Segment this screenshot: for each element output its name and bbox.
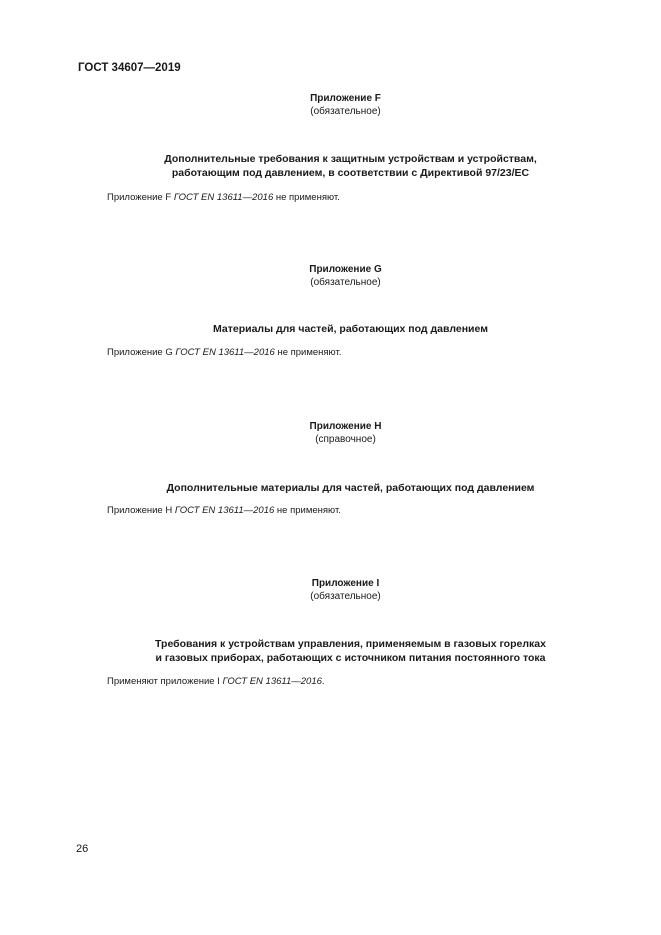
annex-i-text-ref: ГОСТ EN 13611—2016 [222, 676, 322, 687]
annex-f-title-line-1: Дополнительные требования к защитным устройствам и устройствам, [164, 153, 537, 165]
annex-f-title-line-2: работающим под давлением, в соответствии с Директивой 97/23/EC [171, 167, 530, 179]
annex-i-label [0, 577, 661, 603]
annex-g-kind: (обязательное) [310, 277, 381, 288]
annex-g-title-line-1: Материалы для частей, работающих под давлением [213, 323, 488, 335]
annex-f-text-after: не применяют. [273, 192, 340, 203]
annex-h-text [107, 505, 341, 517]
page-number: 26 [76, 843, 89, 855]
annex-f-text-before: Приложение F [107, 192, 174, 203]
annex-i-name: Приложение I [311, 578, 380, 589]
document-header: ГОСТ 34607—2019 [78, 62, 181, 74]
annex-i-text-after: . [321, 676, 325, 687]
annex-g-text-after: не применяют. [274, 347, 342, 358]
annex-h-text-before: Приложение H [107, 505, 175, 516]
annex-f-label [0, 92, 661, 118]
annex-g-text-before: Приложение G [107, 347, 176, 358]
annex-f-text [107, 192, 340, 204]
annex-i-text-before: Применяют приложение I [107, 676, 223, 687]
annex-g-label [0, 263, 661, 289]
annex-i-title-line-2: и газовых приборах, работающих с источником питания постоянного тока [155, 652, 546, 664]
annex-g-title [0, 322, 661, 336]
annex-i-title-line-1: Требования к устройствам управления, применяемым в газовых горелках [155, 638, 546, 650]
annex-g-name: Приложение G [309, 264, 382, 275]
annex-h-title-line-1: Дополнительные материалы для частей, работающих под давлением [166, 482, 535, 494]
annex-h-text-after: не применяют. [274, 505, 341, 516]
annex-i-title [0, 637, 661, 665]
annex-f-title [0, 152, 661, 180]
annex-f-name: Приложение F [310, 93, 381, 104]
annex-h-text-ref: ГОСТ EN 13611—2016 [174, 505, 275, 516]
annex-h-kind: (справочное) [315, 434, 376, 445]
annex-h-label [0, 420, 661, 446]
annex-h-title [0, 481, 661, 495]
annex-h-name: Приложение H [309, 421, 382, 432]
annex-i-kind: (обязательное) [310, 591, 381, 602]
annex-g-text-ref: ГОСТ EN 13611—2016 [175, 347, 275, 358]
annex-g-text [107, 347, 341, 359]
annex-f-kind: (обязательное) [310, 106, 381, 117]
annex-i-text [107, 676, 325, 688]
annex-f-text-ref: ГОСТ EN 13611—2016 [173, 192, 274, 203]
